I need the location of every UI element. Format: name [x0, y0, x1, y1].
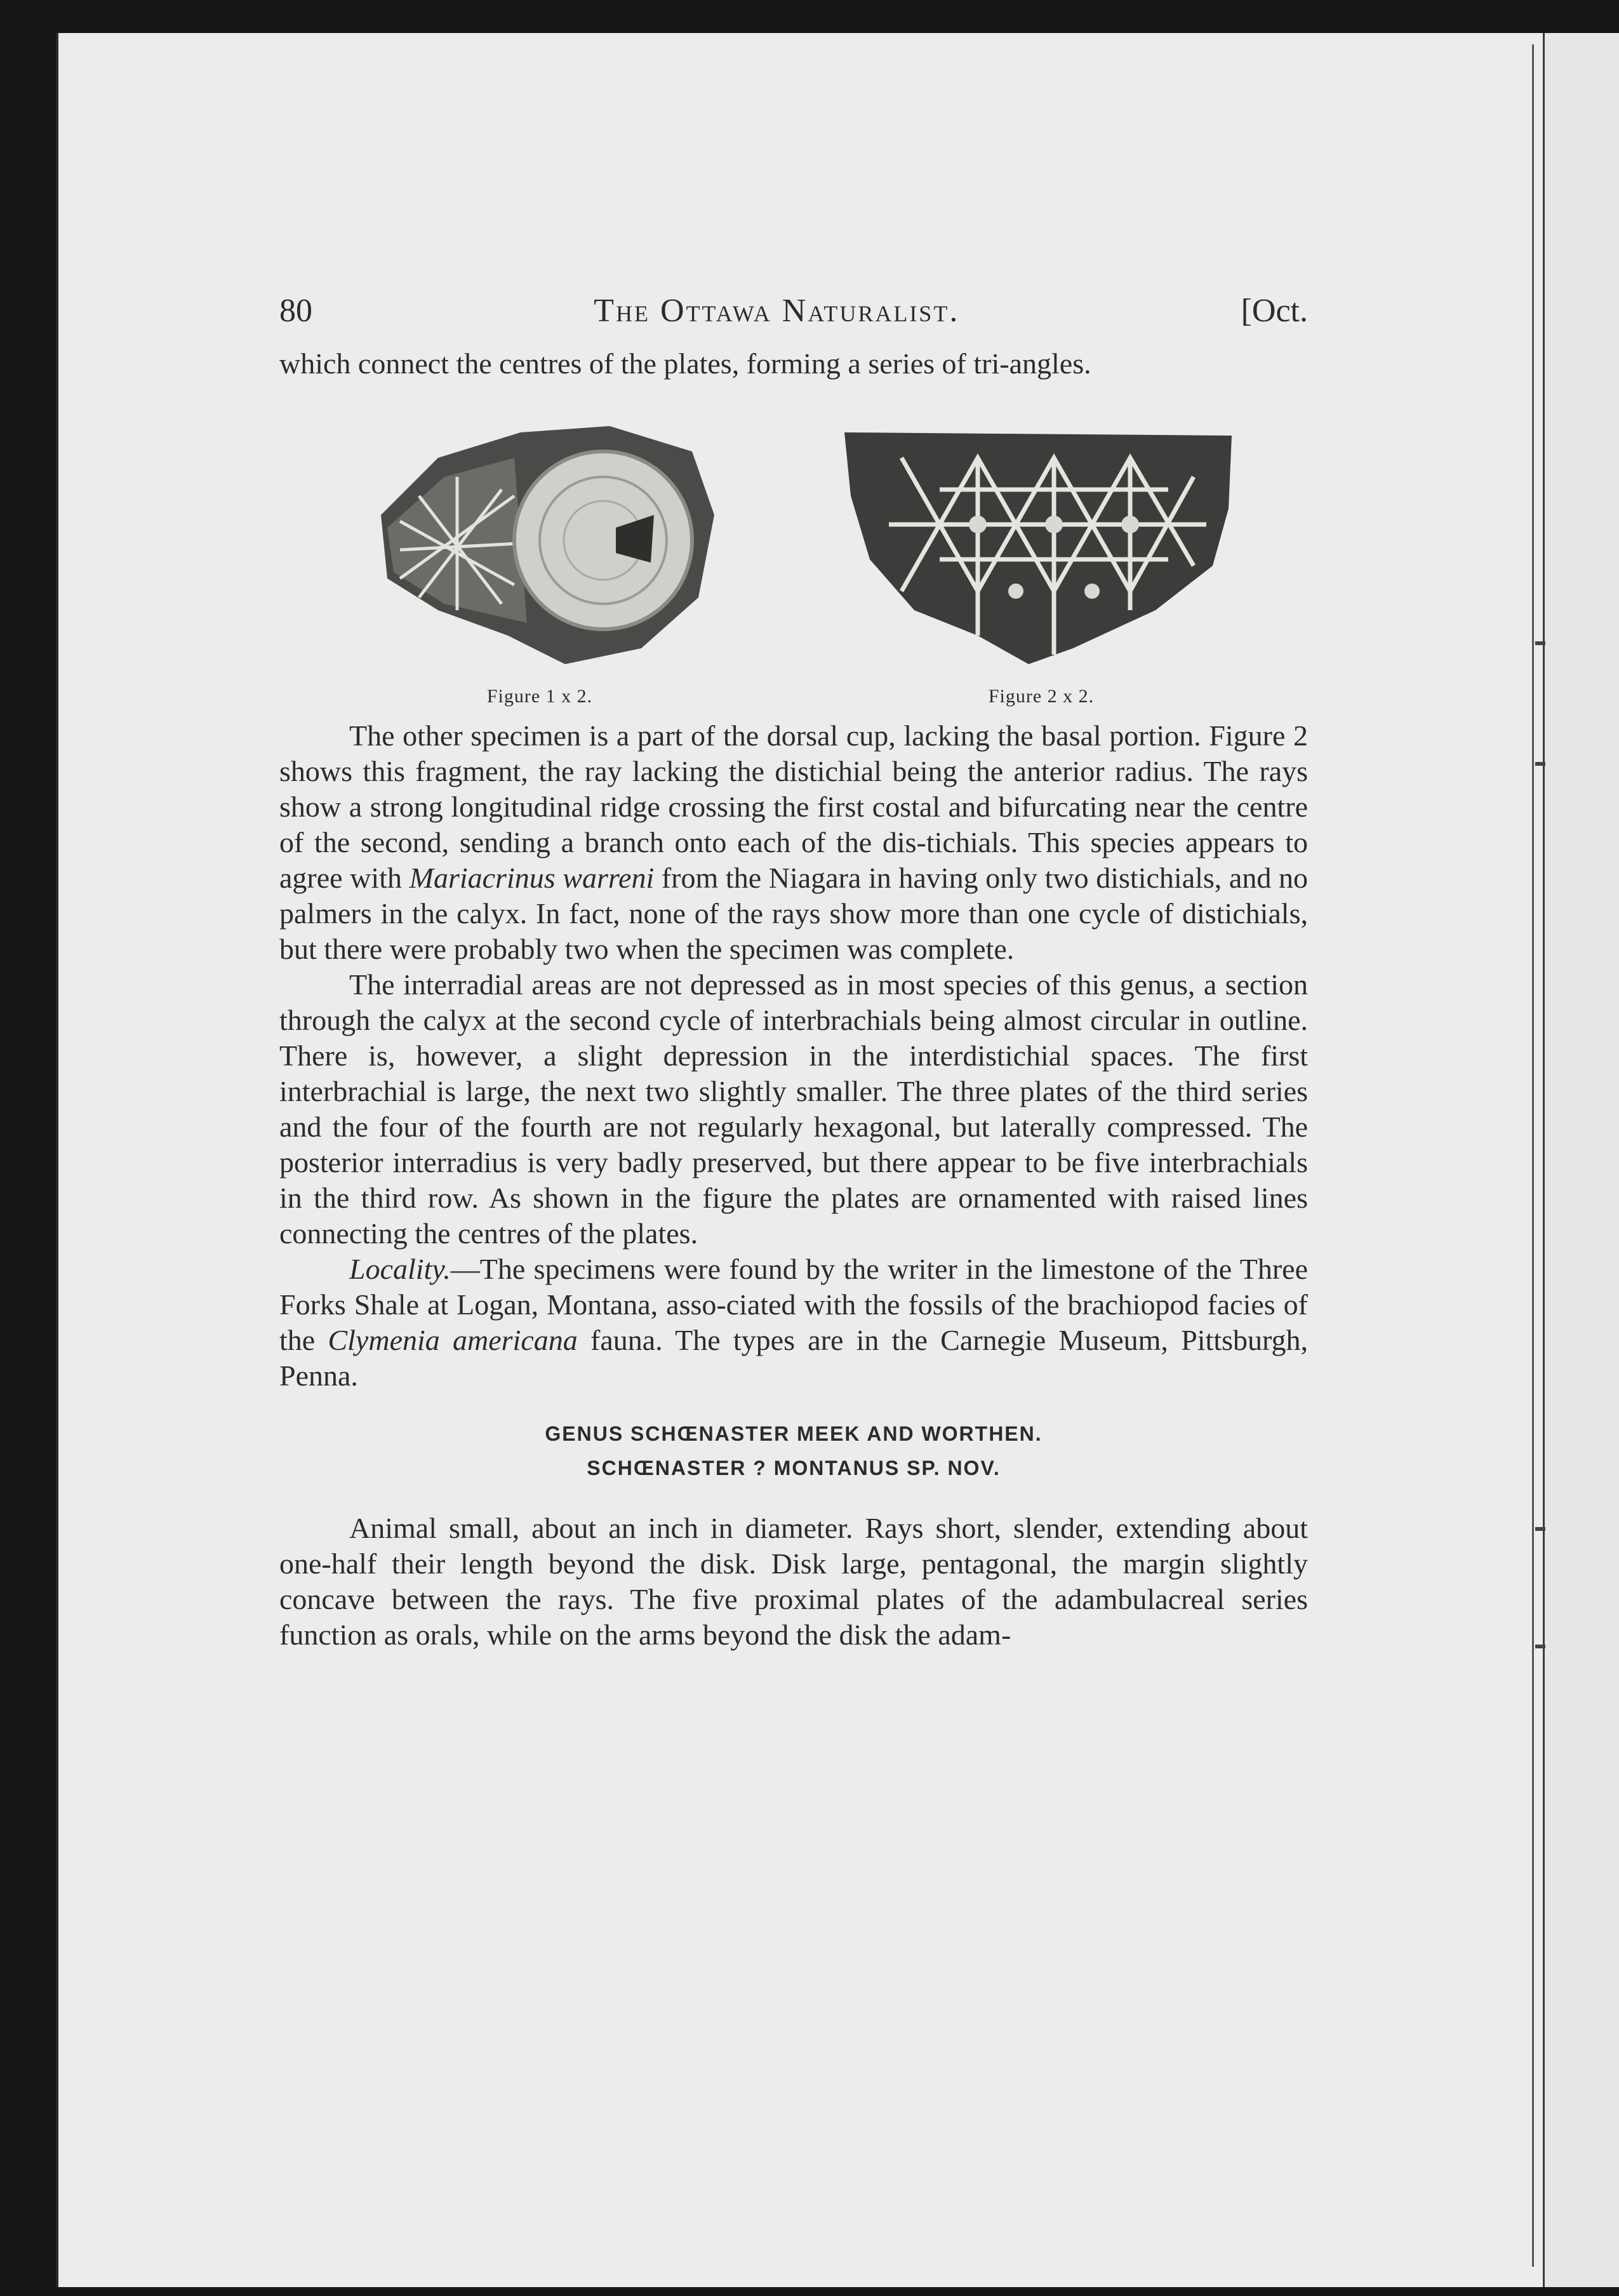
paragraph-locality — [279, 1251, 1308, 1394]
figure-2 — [838, 420, 1244, 707]
paragraph-dorsal-cup — [279, 718, 1308, 967]
species-name: Mariacrinus warreni — [409, 862, 655, 894]
fossil-fragment-2-illustration — [838, 420, 1244, 674]
running-title: The Ottawa Naturalist. — [594, 293, 960, 329]
paragraph-description: Animal small, about an inch in diameter. Rays short, slender, extending about one-half their length beyond the disk. Disk large, pentagonal, the margin slightly concave between the rays. The five proximal plates of the adambulacreal series function as orals, while on the arms beyond the disk the adam- — [279, 1512, 1308, 1651]
paragraph-continued: which connect the centres of the plates, forming a series of tri-angles. — [279, 347, 1091, 380]
figure-1 — [362, 420, 717, 707]
issue-label: [Oct. — [1241, 293, 1308, 329]
facing-page-edge — [1543, 33, 1619, 2287]
paragraph-text: The other specimen is a part of the dorsal cup, lacking the basal portion. Figure 2 shows this fragment, the ray lacking the distichial being the anterior radius. The rays show a strong longitudinal ridge crossing the first costal and bifurcating near the centre of the second, sending a branch onto each of the dis-tichials. This species appears to agree with — [279, 719, 1308, 894]
section-heading — [279, 1417, 1308, 1485]
figure-1-caption: Figure 1 x 2. — [486, 686, 593, 707]
gutter-line — [1532, 44, 1534, 2267]
locality-label: Locality. — [349, 1253, 451, 1285]
running-header — [279, 292, 1308, 330]
page-number: 80 — [279, 293, 312, 329]
paragraph-text: —The specimens were found by the writer in the limestone of the Three Forks Shale at Logan, Montana, asso-ciated with the fossils of the brachiopod facies of the — [279, 1253, 1308, 1356]
species-heading: SCHŒNASTER ? MONTANUS SP. NOV. — [587, 1457, 1001, 1479]
figure-row — [279, 420, 1308, 718]
margin-mark — [1535, 641, 1545, 645]
fauna-name: Clymenia americana — [328, 1324, 578, 1356]
margin-mark — [1535, 1645, 1545, 1648]
fossil-fragment-1-illustration — [362, 420, 717, 674]
figure-2-caption: Figure 2 x 2. — [988, 686, 1095, 707]
genus-heading: GENUS SCHŒNASTER MEEK AND WORTHEN. — [545, 1422, 1043, 1445]
paragraph-interradial: The interradial areas are not depressed as in most species of this genus, a section through the calyx at the second cycle of interbrachials being almost circular in outline. There is, however, a slight depression in the interdistichial spaces. The first interbrachial is large, the next two slightly smaller. The three plates of the third series and the four of the fourth are not regularly hexagonal, but laterally compressed. The posterior interradius is very badly preserved, but there appear to be five interbrachials in the third row. As shown in the figure the plates are ornamented with raised lines connecting the centres of the plates. — [279, 968, 1308, 1250]
margin-mark — [1535, 1527, 1545, 1531]
paragraph-text: from the Niagara in having only two distichials, and no palmers in the calyx. In fact, none of the rays show more than one cycle of distichials, but there were probably two when the specimen was complete. — [279, 862, 1308, 965]
paragraph-text: fauna. The types are in the Carnegie Museum, Pittsburgh, Penna. — [279, 1324, 1309, 1392]
page-content — [279, 292, 1308, 1653]
margin-mark — [1535, 762, 1545, 766]
